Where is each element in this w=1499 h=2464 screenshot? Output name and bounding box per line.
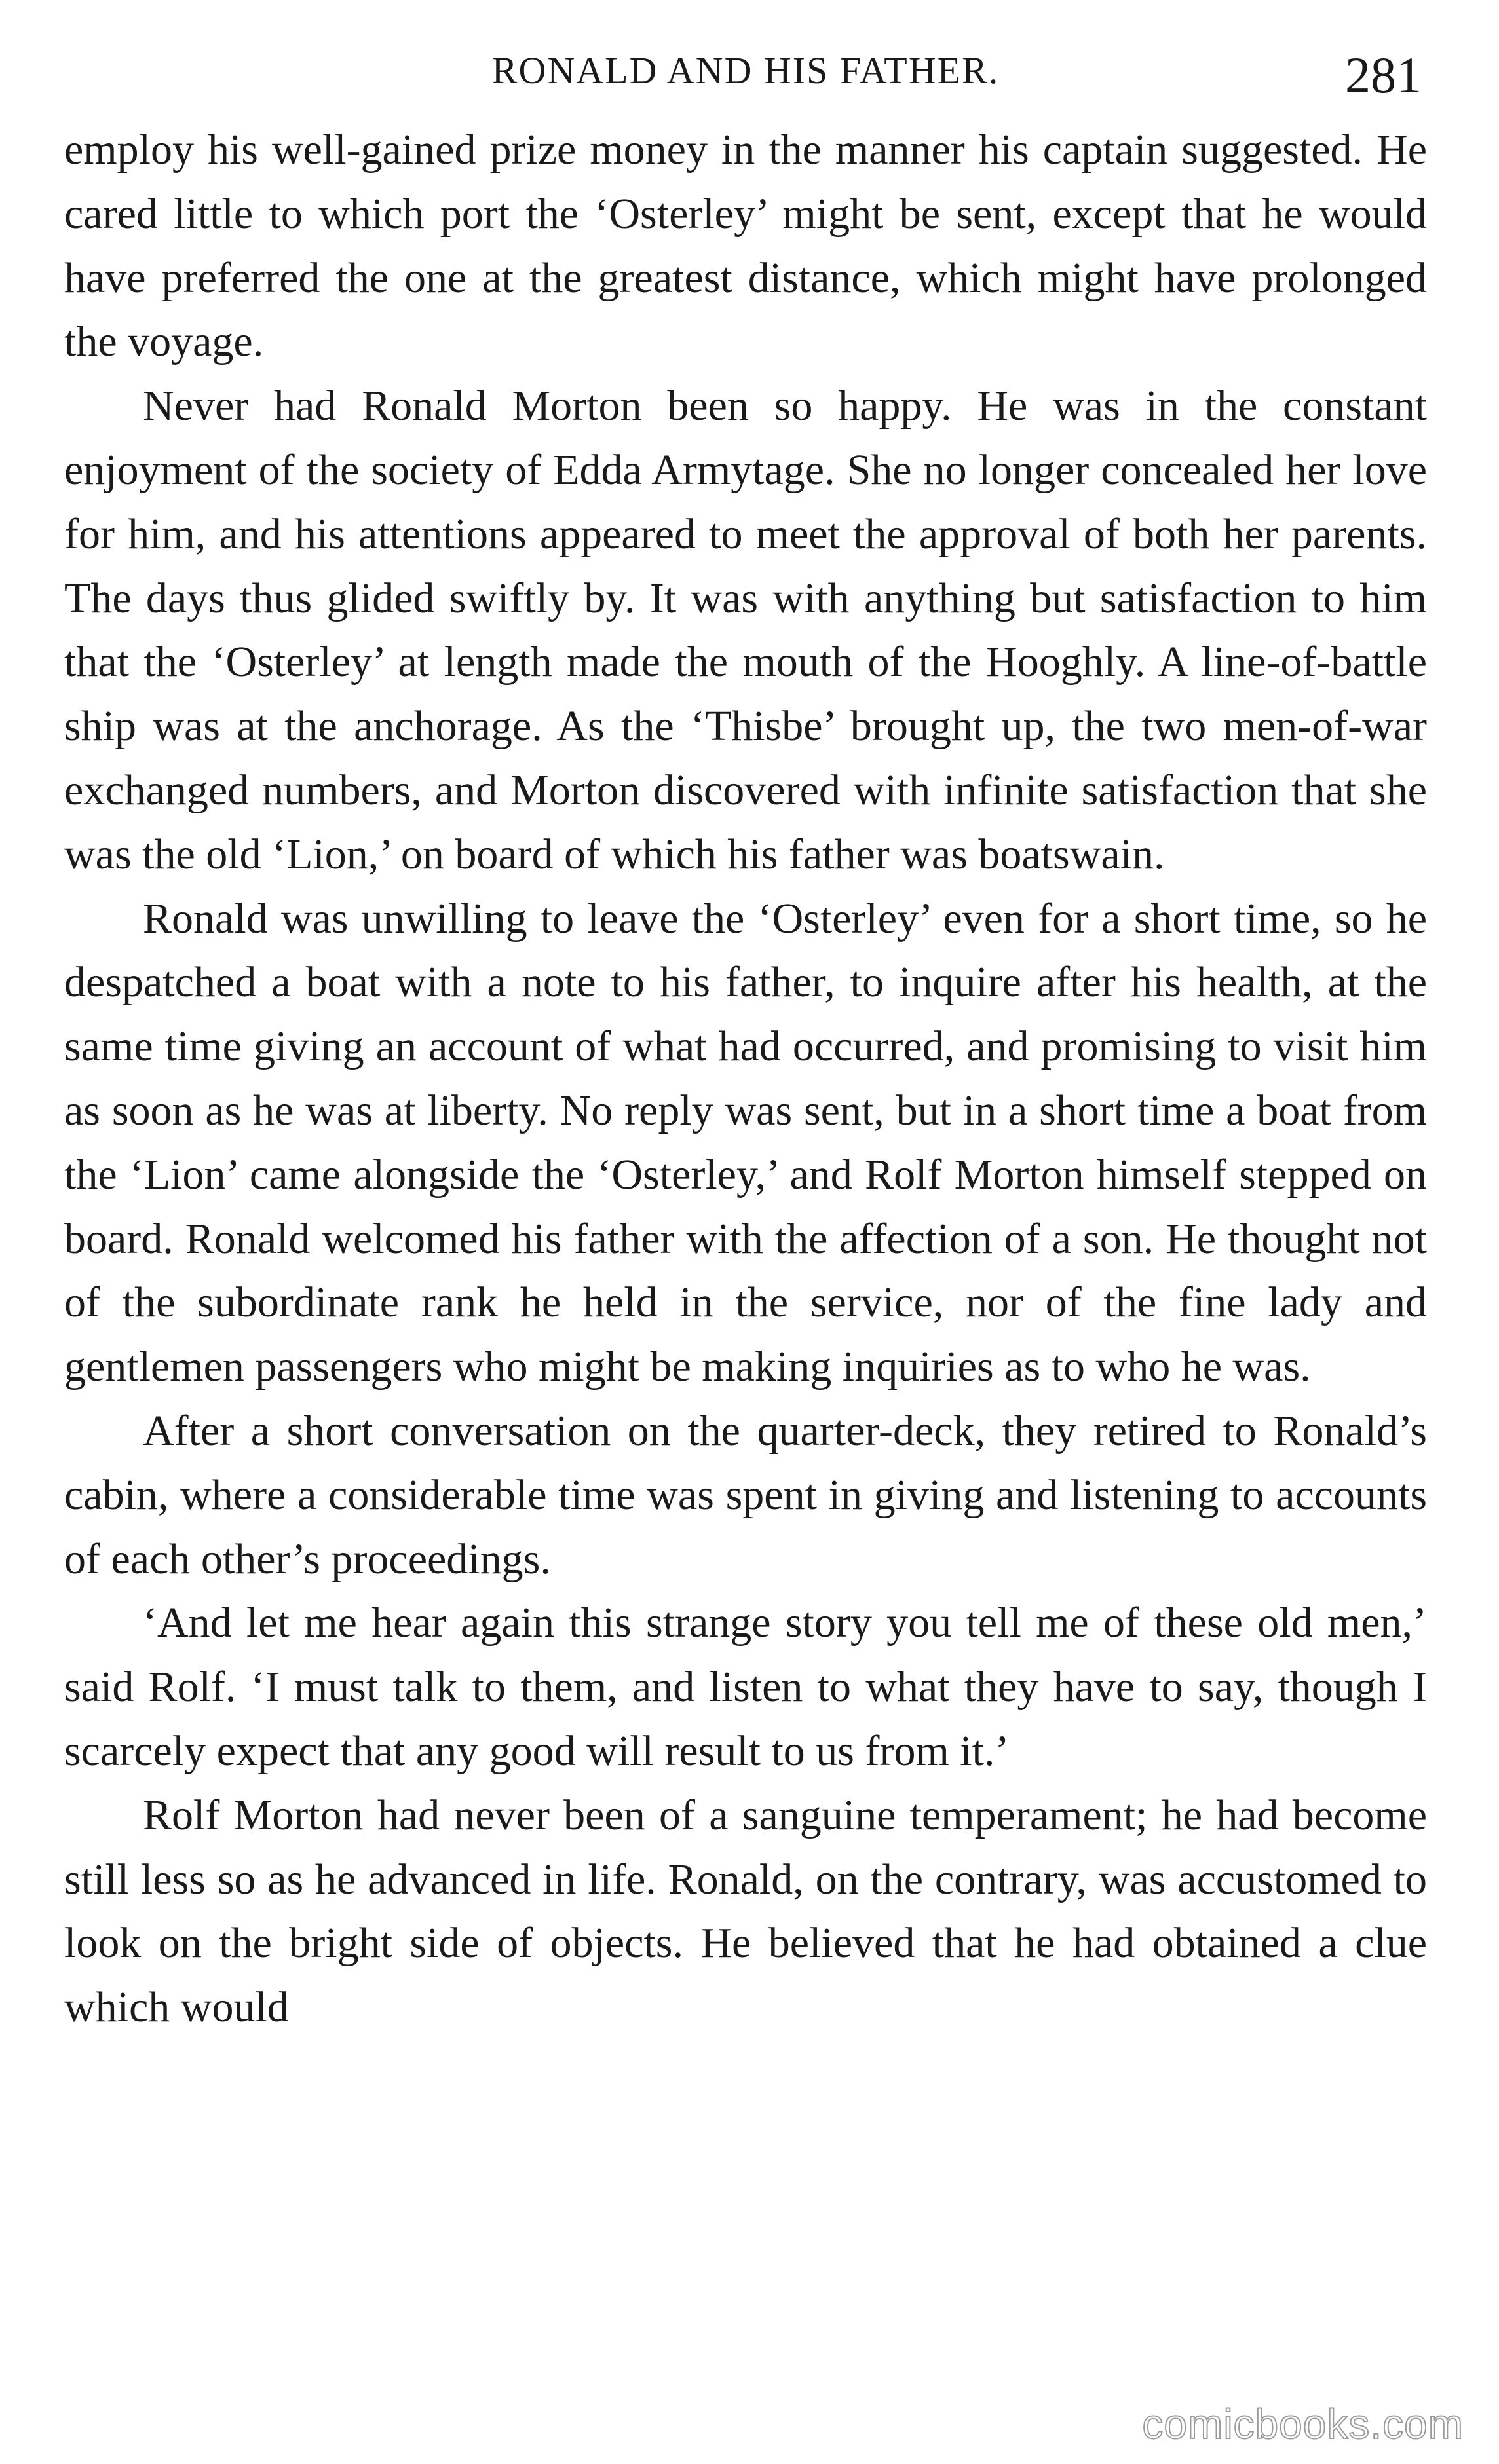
page-number: 281 [1345, 47, 1422, 103]
paragraph: Rolf Morton had never been of a sanguine temperament; he had become still less so as he advanced in life. Ronald, on the contrary, was accustomed to look on the bright side of objects. He believed that he had obtained a clue which would [64, 1791, 1427, 2032]
running-title: RONALD AND HIS FATHER. [491, 49, 1000, 92]
paragraph: ‘And let me hear again this strange story you tell me of these old men,’ said Rolf. ‘I must talk to them, and listen to what they have to say, though I scarcely expect that any good will result to us from it.’ [64, 1599, 1427, 1775]
running-header [64, 46, 1427, 118]
paragraph: After a short conversation on the quarter-deck, they retired to Ronald’s cabin, where a considerable time was spent in giving and listening to accounts of each other’s proceedings. [64, 1406, 1427, 1583]
watermark: comicbooks.com [1142, 2400, 1464, 2448]
paragraph: Never had Ronald Morton been so happy. He was in the constant enjoyment of the society of Edda Armytage. She no longer concealed her love for him, and his attentions appeared to meet the approval of both her parents. The days thus glided swiftly by. It was with anything but satisfaction to him that the ‘Osterley’ at length made the mouth of the Hooghly. A line-of-battle ship was at the anchorage. As the ‘Thisbe’ brought up, the two men-of-war exchanged numbers, and Morton discovered with infinite satisfaction that she was the old ‘Lion,’ on board of which his father was boatswain. [64, 382, 1427, 878]
paragraph: employ his well-gained prize money in the manner his captain suggested. He cared little to which port the ‘Osterley’ might be sent, except that he would have preferred the one at the greatest distance, which might have prolonged the voyage. [64, 126, 1427, 366]
book-page [64, 46, 1427, 2417]
paragraph: Ronald was unwilling to leave the ‘Osterley’ even for a short time, so he despatched a boat with a note to his father, to inquire after his health, at the same time giving an account of what had occurred, and promising to visit him as soon as he was at liberty. No reply was sent, but in a short time a boat from the ‘Lion’ came alongside the ‘Osterley,’ and Rolf Morton himself stepped on board. Ronald welcomed his father with the affection of a son. He thought not of the subordinate rank he held in the service, nor of the fine lady and gentlemen passengers who might be making inquiries as to who he was. [64, 894, 1427, 1391]
body-text [64, 118, 1427, 2040]
